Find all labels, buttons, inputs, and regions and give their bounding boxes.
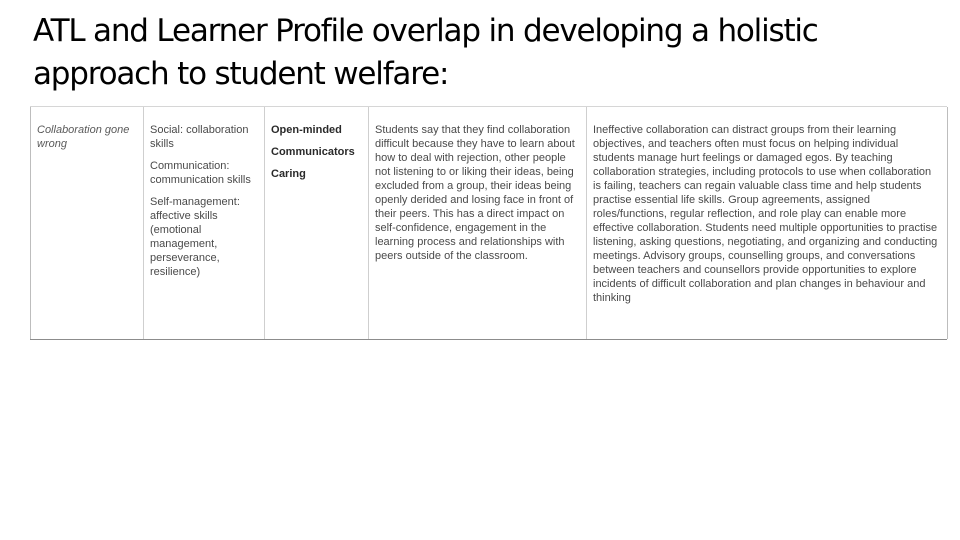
table-row — [31, 107, 948, 339]
learner-profile-cell — [265, 107, 369, 339]
learner-profile-caring: Caring — [271, 168, 306, 180]
student-perspective-text: Students say that they find collaboration difficult because they have to learn about how to deal with rejection, other people not listening to or liking their ideas, being excluded from a group, their ideas being openly derided and losing face in front of their peers. This has a direct impact on self-confidence, engagement in the learning process and relationships with peers outside of the classroom. — [375, 124, 575, 262]
issue-cell — [31, 107, 144, 339]
student-perspective-cell — [369, 107, 587, 339]
response-text: Ineffective collaboration can distract groups from their learning objectives, and teachers often must focus on helping individual students manage hurt feelings or damaged egos. By teaching collaboration strategies, including protocols to use when collaboration is failing, teachers can regain valuable class time and help students practise essential life skills. Group agreements, assigned roles/functions, regular reflection, and role play can enable more effective collaboration. Students need multiple opportunities to practise listening, asking questions, negotiating, and organizing and conducting meetings. Advisory groups, counselling groups, and conversations between teachers and counsellors provide opportunities to explore incidents of difficult collaboration and plan changes in behaviour and thinking — [593, 124, 938, 304]
learner-profile-communicators: Communicators — [271, 146, 355, 158]
welfare-table — [30, 106, 947, 340]
learner-profile-open-minded: Open-minded — [271, 124, 342, 136]
welfare-table-grid — [30, 107, 948, 339]
atl-skill-self-management: Self-management: affective skills (emotional management, perseverance, resilience) — [150, 196, 240, 278]
atl-skill-communication: Communication: communication skills — [150, 160, 251, 186]
response-cell — [587, 107, 948, 339]
atl-skill-social: Social: collaboration skills — [150, 124, 249, 150]
issue-label: Collaboration gone wrong — [37, 124, 130, 150]
atl-skills-cell — [144, 107, 265, 339]
slide-title: ATL and Learner Profile overlap in developing a holistic approach to student welfare: — [33, 13, 818, 92]
